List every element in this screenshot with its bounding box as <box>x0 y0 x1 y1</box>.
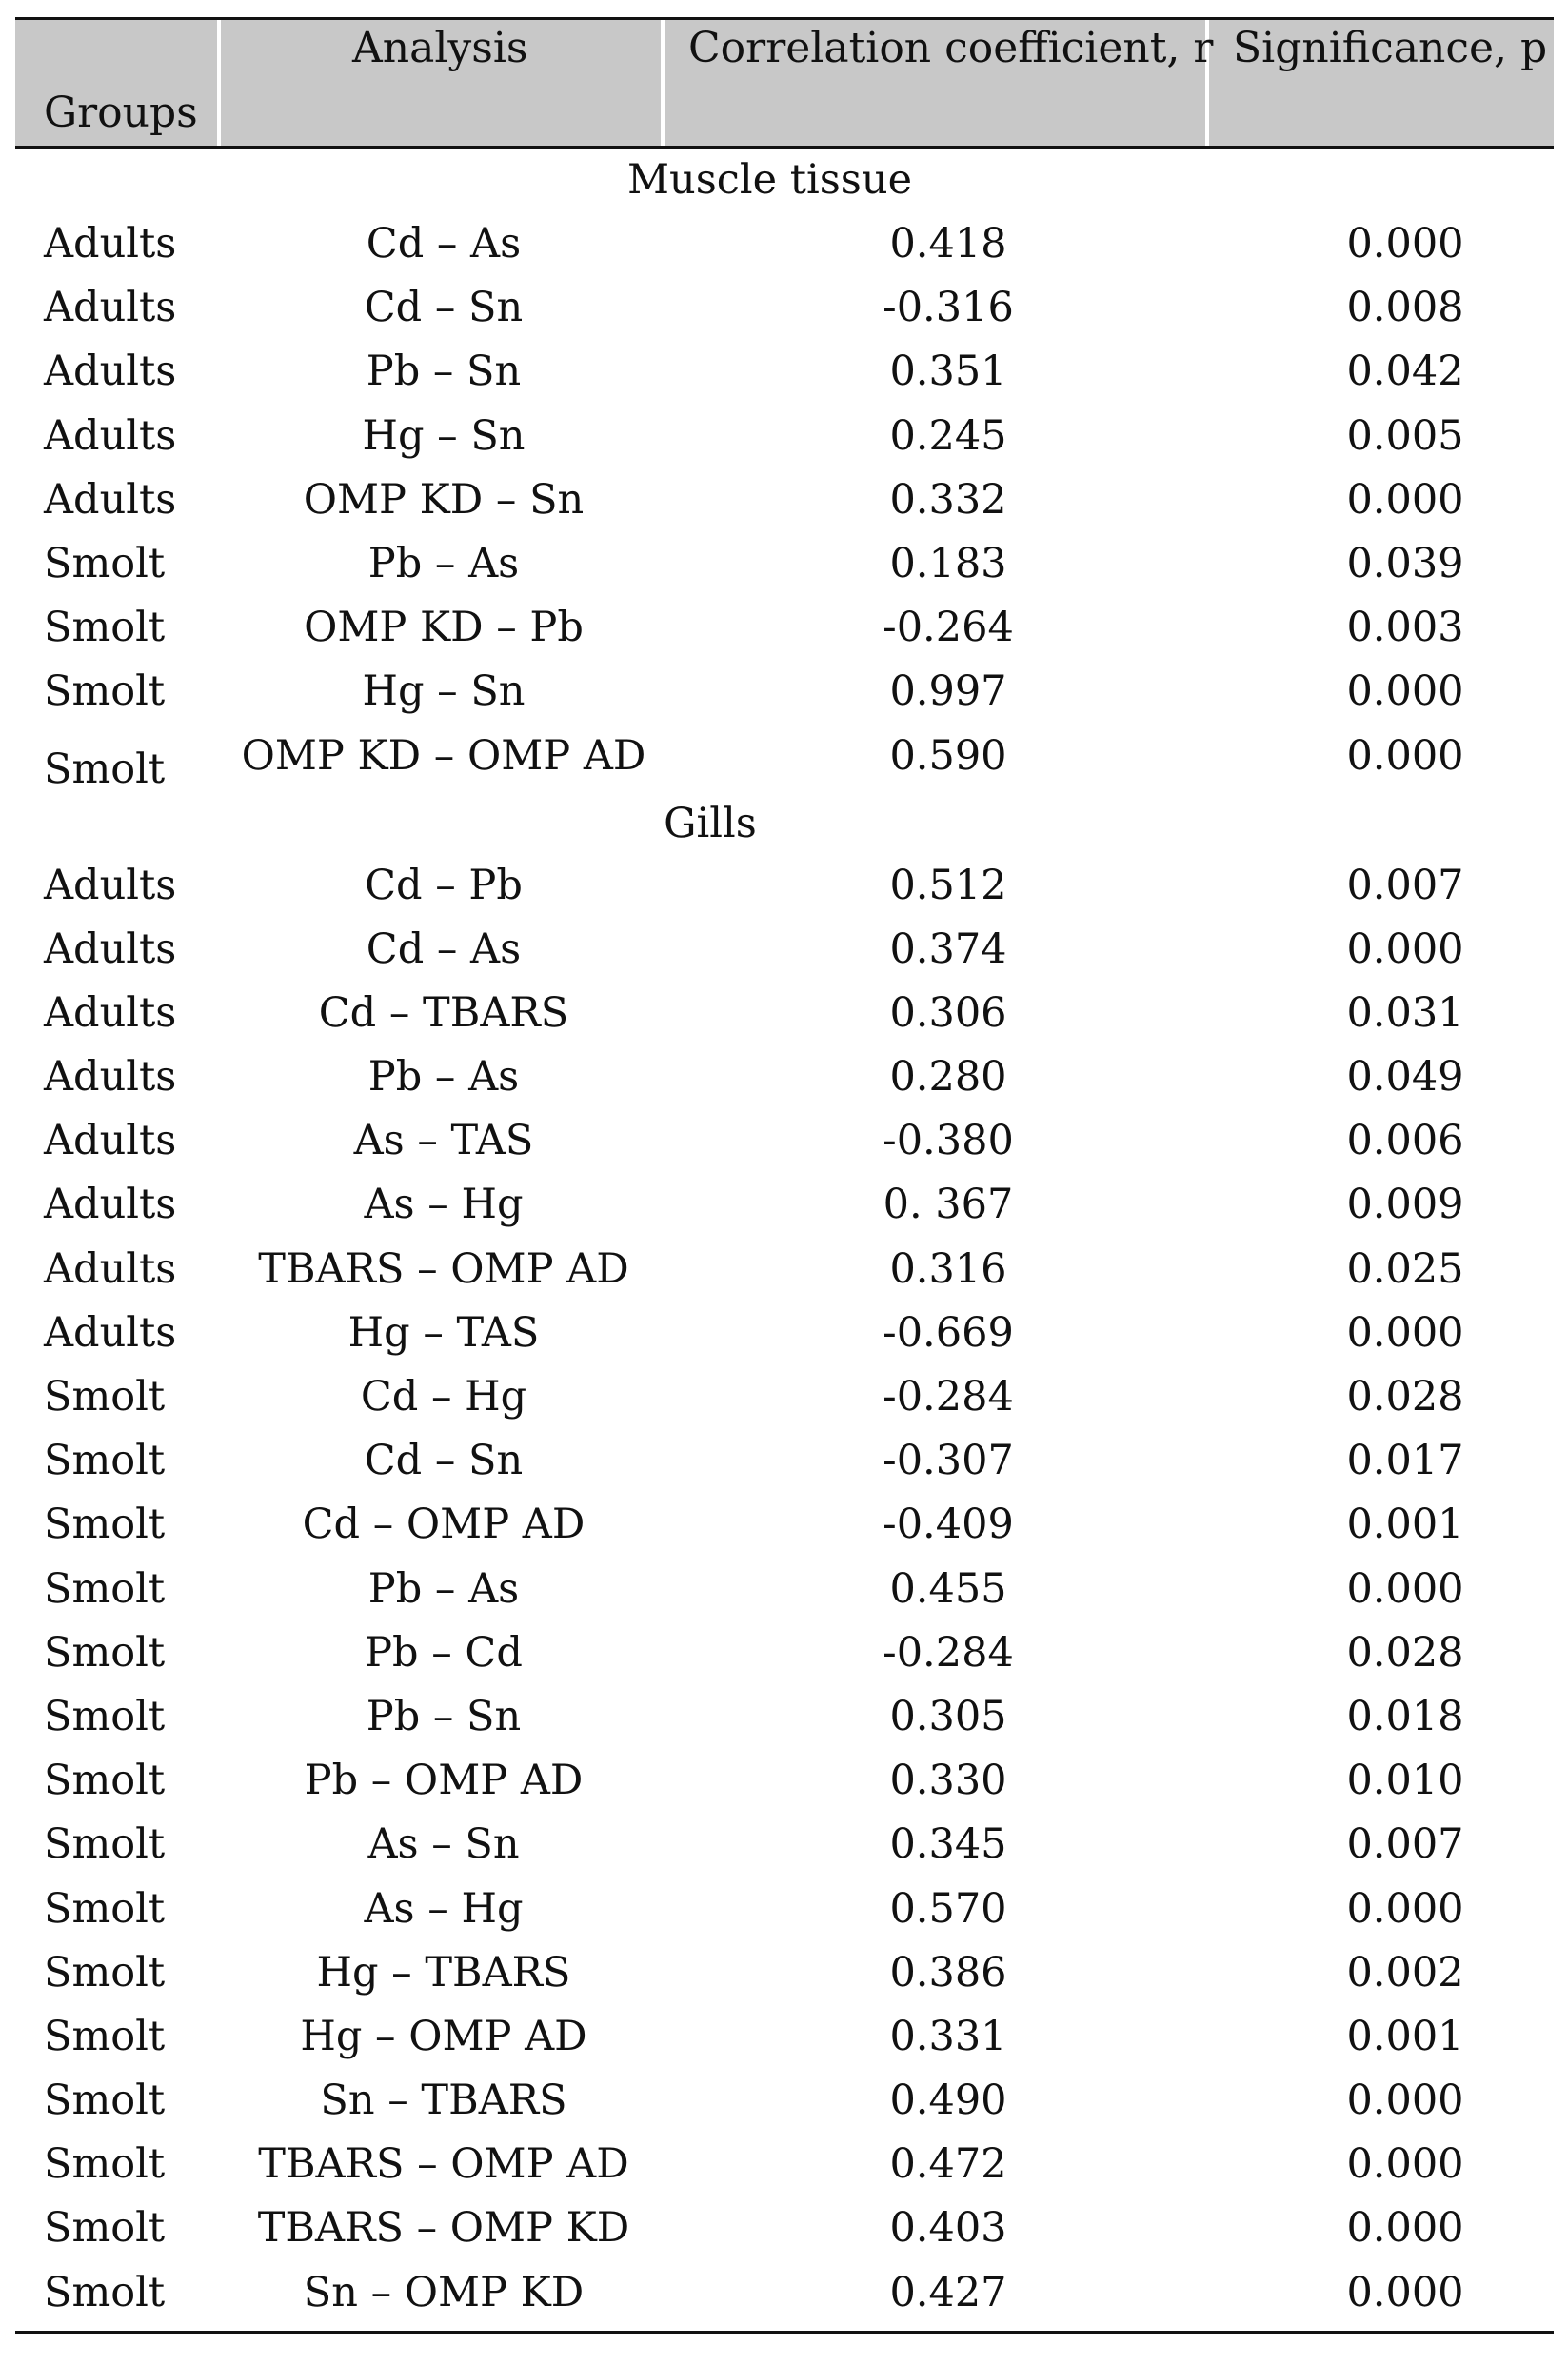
header-separator <box>217 20 221 146</box>
table-row <box>15 1238 1554 1302</box>
cell-significance: 0.000 <box>1346 1884 1464 1933</box>
table-row <box>15 340 1554 404</box>
cell-analysis: Hg – Sn <box>362 667 526 716</box>
cell-correlation: 0.351 <box>889 348 1007 396</box>
cell-analysis: Sn – TBARS <box>320 2077 567 2125</box>
cell-correlation: 0.280 <box>889 1053 1007 1102</box>
header-groups: Groups <box>44 89 198 137</box>
cell-correlation: 0.245 <box>889 411 1007 460</box>
table-row <box>15 1109 1554 1173</box>
cell-correlation: 0.997 <box>889 667 1007 716</box>
cell-correlation: 0.455 <box>889 1564 1007 1613</box>
table-row <box>15 2133 1554 2196</box>
table-row <box>15 982 1554 1045</box>
table-row <box>15 1045 1554 1109</box>
cell-correlation: 0.570 <box>889 1884 1007 1933</box>
cell-significance: 0.007 <box>1346 861 1464 909</box>
cell-analysis: As – Sn <box>367 1820 520 1869</box>
cell-significance: 0.007 <box>1346 1820 1464 1869</box>
header-separator <box>661 20 665 146</box>
cell-significance: 0.009 <box>1346 1181 1464 1229</box>
table-row <box>15 854 1554 918</box>
table-row <box>15 2261 1554 2325</box>
cell-analysis: OMP KD – Sn <box>303 475 585 524</box>
cell-group: Smolt <box>44 604 166 652</box>
cell-correlation: 0.306 <box>889 988 1007 1037</box>
table-header <box>15 20 1554 146</box>
cell-group: Smolt <box>44 2077 166 2125</box>
cell-correlation: 0.418 <box>889 220 1007 268</box>
cell-group: Adults <box>44 861 177 909</box>
gills-rows <box>15 854 1554 2325</box>
cell-group: Smolt <box>44 539 166 587</box>
cell-significance: 0.010 <box>1346 1757 1464 1805</box>
cell-analysis: Pb – As <box>367 1564 520 1613</box>
cell-significance: 0.000 <box>1346 475 1464 524</box>
cell-significance: 0.017 <box>1346 1437 1464 1485</box>
cell-correlation: 0.472 <box>889 2140 1007 2189</box>
cell-analysis: Hg – Sn <box>362 411 526 460</box>
cell-significance: 0.000 <box>1346 2077 1464 2125</box>
cell-correlation: 0.590 <box>889 731 1007 780</box>
cell-analysis: OMP KD – Pb <box>304 604 584 652</box>
table-row <box>15 1941 1554 2005</box>
cell-analysis: Pb – Cd <box>365 1628 523 1677</box>
cell-correlation: 0.332 <box>889 475 1007 524</box>
cell-correlation: 0.316 <box>889 1244 1007 1293</box>
cell-analysis: TBARS – OMP KD <box>257 2204 630 2253</box>
cell-significance: 0.005 <box>1346 411 1464 460</box>
cell-correlation: 0.183 <box>889 539 1007 587</box>
header-significance: Significance, p <box>1233 24 1548 72</box>
cell-group: Smolt <box>44 1757 166 1805</box>
cell-group: Adults <box>44 411 177 460</box>
cell-correlation: 0.403 <box>889 2204 1007 2253</box>
cell-correlation: -0.284 <box>883 1628 1014 1677</box>
cell-correlation: 0.427 <box>889 2268 1007 2316</box>
cell-analysis: Hg – OMP AD <box>300 2012 587 2060</box>
table-row <box>15 1878 1554 1941</box>
cell-analysis: As – TAS <box>353 1117 534 1165</box>
table-row <box>15 1621 1554 1685</box>
cell-significance: 0.000 <box>1346 220 1464 268</box>
cell-analysis: Pb – As <box>367 1053 520 1102</box>
cell-correlation: -0.264 <box>883 604 1014 652</box>
cell-significance: 0.000 <box>1346 2204 1464 2253</box>
cell-analysis: Pb – Sn <box>366 348 522 396</box>
cell-significance: 0.001 <box>1346 2012 1464 2060</box>
cell-group: Smolt <box>44 1564 166 1613</box>
cell-analysis: Hg – TBARS <box>316 1948 571 1997</box>
cell-group: Smolt <box>44 1692 166 1740</box>
cell-group: Adults <box>44 348 177 396</box>
cell-group: Adults <box>44 1244 177 1293</box>
cell-analysis: Pb – As <box>367 539 520 587</box>
table-row <box>15 2196 1554 2260</box>
muscle-rows <box>15 212 1554 793</box>
table-row <box>15 468 1554 532</box>
cell-analysis: Cd – As <box>366 220 522 268</box>
cell-group: Smolt <box>44 2204 166 2253</box>
cell-significance: 0.001 <box>1346 1500 1464 1549</box>
cell-significance: 0.000 <box>1346 924 1464 973</box>
cell-analysis: Cd – Pb <box>365 861 523 909</box>
cell-group: Smolt <box>44 1373 166 1421</box>
cell-correlation: 0.490 <box>889 2077 1007 2125</box>
cell-correlation: 0.512 <box>889 861 1007 909</box>
cell-group: Smolt <box>44 1500 166 1549</box>
header-correlation: Correlation coefficient, r <box>688 24 1214 72</box>
cell-analysis: Cd – Sn <box>364 284 524 332</box>
cell-analysis: Cd – Hg <box>360 1373 527 1421</box>
cell-significance: 0.039 <box>1346 539 1464 587</box>
cell-group: Adults <box>44 220 177 268</box>
cell-group: Adults <box>44 1117 177 1165</box>
cell-correlation: 0.330 <box>889 1757 1007 1805</box>
table-row <box>15 532 1554 596</box>
cell-significance: 0.031 <box>1346 988 1464 1037</box>
cell-group: Adults <box>44 924 177 973</box>
correlation-table <box>15 17 1554 2334</box>
cell-significance: 0.018 <box>1346 1692 1464 1740</box>
table-row <box>15 1813 1554 1877</box>
cell-group: Adults <box>44 1308 177 1357</box>
table-row <box>15 405 1554 468</box>
cell-analysis: As – Hg <box>364 1181 524 1229</box>
header-analysis: Analysis <box>352 24 528 72</box>
cell-analysis: Sn – OMP KD <box>303 2268 585 2316</box>
cell-analysis: OMP KD – OMP AD <box>241 731 646 780</box>
cell-analysis: Cd – Sn <box>364 1437 524 1485</box>
table-row <box>15 1493 1554 1557</box>
table-bottom-rule <box>15 2331 1554 2334</box>
cell-significance: 0.000 <box>1346 1308 1464 1357</box>
cell-significance: 0.000 <box>1346 667 1464 716</box>
table-row <box>15 1685 1554 1749</box>
cell-group: Smolt <box>44 1437 166 1485</box>
cell-significance: 0.003 <box>1346 604 1464 652</box>
cell-correlation: 0.345 <box>889 1820 1007 1869</box>
table-row <box>15 1365 1554 1429</box>
cell-correlation: 0.305 <box>889 1692 1007 1740</box>
cell-significance: 0.000 <box>1346 1564 1464 1613</box>
cell-correlation: -0.409 <box>883 1500 1014 1549</box>
cell-correlation: 0.374 <box>889 924 1007 973</box>
cell-analysis: Cd – TBARS <box>318 988 569 1037</box>
cell-analysis: As – Hg <box>364 1884 524 1933</box>
table-row <box>15 1558 1554 1621</box>
table-row <box>15 1749 1554 1813</box>
cell-correlation: 0.331 <box>889 2012 1007 2060</box>
cell-analysis: Cd – OMP AD <box>302 1500 586 1549</box>
cell-correlation: 0.386 <box>889 1948 1007 1997</box>
cell-correlation: -0.316 <box>883 284 1014 332</box>
cell-correlation: -0.669 <box>883 1308 1014 1357</box>
cell-significance: 0.028 <box>1346 1373 1464 1421</box>
table-row <box>15 2069 1554 2133</box>
cell-significance: 0.008 <box>1346 284 1464 332</box>
cell-group: Smolt <box>44 2140 166 2189</box>
section-muscle-tissue: Muscle tissue <box>626 156 913 204</box>
cell-analysis: Pb – Sn <box>366 1692 522 1740</box>
cell-correlation: 0. 367 <box>883 1181 1014 1229</box>
cell-analysis: TBARS – OMP AD <box>258 1244 629 1293</box>
cell-analysis: Cd – As <box>366 924 522 973</box>
table-row <box>15 725 1554 793</box>
cell-significance: 0.000 <box>1346 731 1464 780</box>
cell-group: Smolt <box>44 745 166 793</box>
table-row <box>15 2005 1554 2069</box>
cell-analysis: Hg – TAS <box>347 1308 540 1357</box>
cell-group: Smolt <box>44 2012 166 2060</box>
cell-significance: 0.002 <box>1346 1948 1464 1997</box>
table-row <box>15 660 1554 724</box>
table-row <box>15 596 1554 660</box>
cell-group: Smolt <box>44 1820 166 1869</box>
cell-group: Smolt <box>44 2268 166 2316</box>
table-row <box>15 276 1554 340</box>
cell-correlation: -0.380 <box>883 1117 1014 1165</box>
cell-analysis: TBARS – OMP AD <box>258 2140 629 2189</box>
cell-significance: 0.049 <box>1346 1053 1464 1102</box>
cell-group: Adults <box>44 1053 177 1102</box>
table-row <box>15 1173 1554 1237</box>
table-row <box>15 918 1554 982</box>
cell-group: Adults <box>44 1181 177 1229</box>
section-gills: Gills <box>664 799 757 847</box>
cell-group: Smolt <box>44 1948 166 1997</box>
cell-group: Smolt <box>44 1628 166 1677</box>
cell-significance: 0.000 <box>1346 2268 1464 2316</box>
cell-group: Adults <box>44 284 177 332</box>
cell-group: Smolt <box>44 667 166 716</box>
cell-correlation: -0.284 <box>883 1373 1014 1421</box>
cell-significance: 0.000 <box>1346 2140 1464 2189</box>
cell-group: Smolt <box>44 1884 166 1933</box>
cell-correlation: -0.307 <box>883 1437 1014 1485</box>
cell-group: Adults <box>44 988 177 1037</box>
cell-significance: 0.042 <box>1346 348 1464 396</box>
cell-group: Adults <box>44 475 177 524</box>
cell-significance: 0.028 <box>1346 1628 1464 1677</box>
table-row <box>15 212 1554 276</box>
table-row <box>15 1302 1554 1365</box>
cell-analysis: Pb – OMP AD <box>304 1757 584 1805</box>
cell-significance: 0.006 <box>1346 1117 1464 1165</box>
cell-significance: 0.025 <box>1346 1244 1464 1293</box>
table-row <box>15 1429 1554 1493</box>
